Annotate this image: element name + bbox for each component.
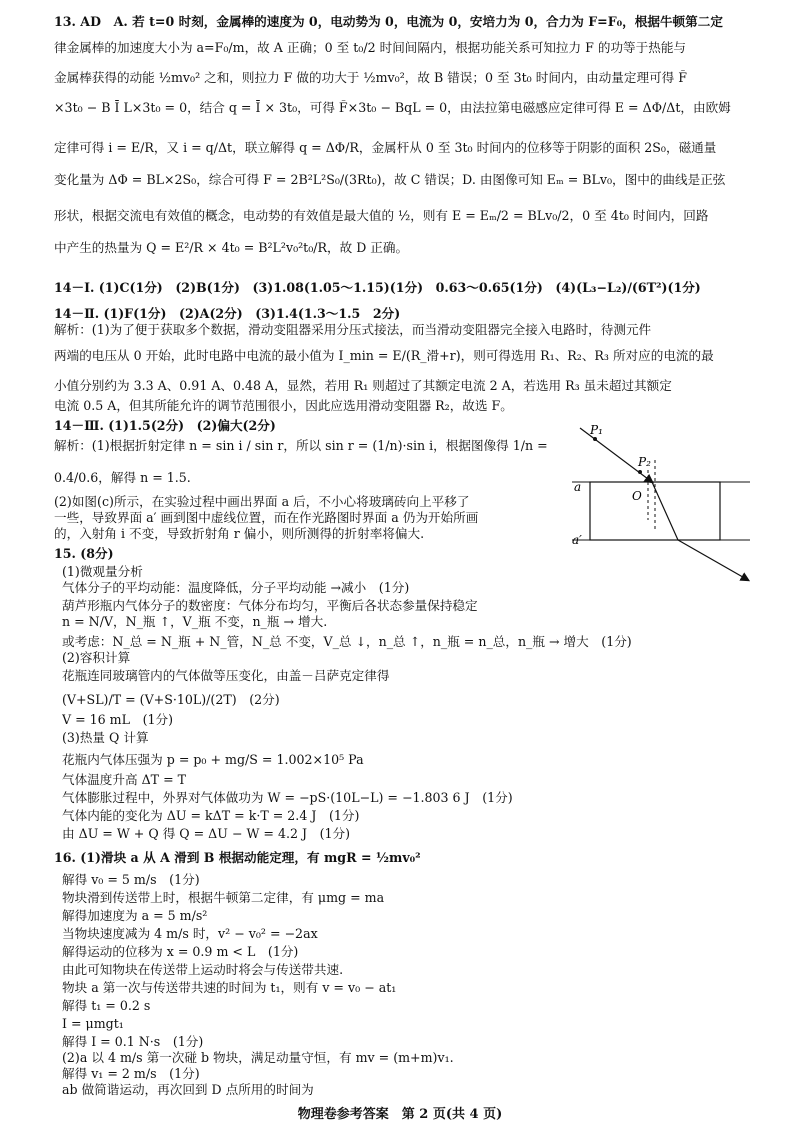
label-a: a bbox=[574, 480, 582, 494]
q13-line: 形状，根据交流电有效值的概念，电动势的有效值是最大值的 ½，则有 E = Eₘ/2 = BLv₀/2，0 至 4t₀ 时间内，回路 bbox=[54, 208, 709, 223]
q15-line: (1)微观量分析 bbox=[62, 564, 143, 579]
q15-line: n = N/V，N_瓶 ↑，V_瓶 不变，n_瓶 → 增大. bbox=[62, 614, 328, 629]
label-a-prime: a′ bbox=[572, 533, 582, 547]
q15-line: (2)容积计算 bbox=[62, 650, 131, 665]
q16-line: 解得 t₁ = 0.2 s bbox=[62, 998, 151, 1013]
q16-line: 物块滑到传送带上时，根据牛顿第二定律，有 μmg = ma bbox=[62, 890, 385, 905]
q14-3-line: 解析：(1)根据折射定律 n = sin i / sin r，所以 sin r = (1/n)·sin i，根据图像得 1/n = bbox=[54, 438, 548, 453]
q14-3-line: 0.4/0.6，解得 n = 1.5. bbox=[54, 470, 191, 485]
q16-line: 解得运动的位移为 x = 0.9 m < L (1分) bbox=[62, 944, 299, 959]
q16-line: I = μmgt₁ bbox=[62, 1016, 124, 1031]
q16-line: 解得 v₀ = 5 m/s (1分) bbox=[62, 872, 200, 887]
q14-2-line: 两端的电压从 0 开始，此时电路中电流的最小值为 I_min = E/(R_滑+r)，则可得选用 R₁、R₂、R₃ 所对应的电流的最 bbox=[54, 348, 714, 363]
q13-line: 中产生的热量为 Q = E²/R × 4t₀ = B²L²v₀²t₀/R，故 D 正确。 bbox=[54, 240, 409, 255]
q13-line: ×3t₀ − B Ī L×3t₀ = 0，结合 q = Ī × 3t₀，可得 F̄×3t₀ − BqL = 0，由法拉第电磁感应定律可得 E = ΔΦ/Δt，由欧姆 bbox=[54, 100, 731, 115]
page-footer: 物理卷参考答案 第 2 页(共 4 页) bbox=[297, 1107, 503, 1122]
q15-line: 气体温度升高 ΔT = T bbox=[62, 772, 187, 787]
q14-3-line: (2)如图(c)所示，在实验过程中画出界面 a 后，不小心将玻璃砖向上平移了 bbox=[54, 494, 470, 509]
q16-line: 解得加速度为 a = 5 m/s² bbox=[62, 908, 208, 923]
q14-3-line: 14－Ⅲ. (1)1.5(2分) (2)偏大(2分) bbox=[54, 418, 276, 433]
point-p2 bbox=[638, 470, 642, 474]
q15-line: V = 16 mL (1分) bbox=[62, 712, 174, 727]
q13-line: 金属棒获得的动能 ½mv₀² 之和，则拉力 F 做的功大于 ½mv₀²，故 B 错误；0 至 3t₀ 时间内，由动量定理可得 F̄ bbox=[54, 70, 687, 85]
q14-3-line: 一些，导致界面 a′ 画到图中虚线位置，而在作光路图时界面 a 仍为开始所画 bbox=[54, 510, 479, 525]
q15-line: 气体分子的平均动能：温度降低，分子平均动能 →减小 (1分) bbox=[62, 580, 410, 595]
refracted-ray bbox=[652, 482, 678, 540]
q15-line: 15. (8分) bbox=[54, 546, 114, 561]
q15-line: (V+SL)/T = (V+S·10L)/(2T) (2分) bbox=[62, 692, 280, 707]
label-o: O bbox=[632, 489, 642, 503]
q15-line: 由 ΔU = W + Q 得 Q = ΔU − W = 4.2 J (1分) bbox=[62, 826, 351, 841]
q16-line: 解得 I = 0.1 N·s (1分) bbox=[62, 1034, 204, 1049]
q14-2-line: 小值分别约为 3.3 A、0.91 A、0.48 A，显然，若用 R₁ 则超过了其额定电流 2 A，若选用 R₃ 虽未超过其额定 bbox=[54, 378, 672, 393]
q13-line: 定律可得 i = E/R，又 i = q/Δt，联立解得 q = ΔΦ/R，金属杆从 0 至 3t₀ 时间内的位移等于阴影的面积 2S₀，磁通量 bbox=[54, 140, 717, 155]
point-p1 bbox=[593, 437, 597, 441]
q14-1-line: 14－Ⅰ. (1)C(1分) (2)B(1分) (3)1.08(1.05～1.15)(1分) 0.63～0.65(1分) (4)(L₃−L₂)/(6T²)(1分) bbox=[54, 280, 701, 295]
q15-line: 气体内能的变化为 ΔU = kΔT = k·T = 2.4 J (1分) bbox=[62, 808, 360, 823]
q16-line: 物块 a 第一次与传送带共速的时间为 t₁，则有 v = v₀ − at₁ bbox=[62, 980, 397, 995]
q16-line: ab 做简谐运动，再次回到 D 点所用的时间为 bbox=[62, 1082, 314, 1097]
q15-line: 花瓶内气体压强为 p = p₀ + mg/S = 1.002×10⁵ Pa bbox=[62, 752, 364, 767]
q16-line: 当物块速度减为 4 m/s 时，v² − v₀² = −2ax bbox=[62, 926, 318, 941]
q15-line: 葫芦形瓶内气体分子的数密度：气体分布均匀，平衡后各状态参量保持稳定 bbox=[62, 598, 478, 613]
q16-line: (2)a 以 4 m/s 第一次碰 b 物块，满足动量守恒，有 mv = (m+m)v₁. bbox=[62, 1050, 454, 1065]
q14-2-line: 解析：(1)为了便于获取多个数据，滑动变阻器采用分压式接法，而当滑动变阻器完全接入电路时，待测元件 bbox=[54, 322, 652, 337]
q13-line: 变化量为 ΔΦ = BL×2S₀，综合可得 F = 2B²L²S₀/(3Rt₀)，故 C 错误；D. 由图像可知 Eₘ = BLv₀，图中的曲线是正弦 bbox=[54, 172, 726, 187]
q16-line: 解得 v₁ = 2 m/s (1分) bbox=[62, 1066, 200, 1081]
label-p2: P₂ bbox=[638, 455, 651, 469]
q15-line: 气体膨胀过程中，外界对气体做功为 W = −pS·(10L−L) = −1.803 6 J (1分) bbox=[62, 790, 513, 805]
q13-line: 13. AD A. 若 t=0 时刻，金属棒的速度为 0，电动势为 0，电流为 0，安培力为 0，合力为 F=F₀，根据牛顿第二定 bbox=[54, 14, 723, 29]
q15-line: 或考虑：N_总 = N_瓶 + N_管，N_总 不变，V_总 ↓，n_总 ↑，n_瓶 = n_总，n_瓶 → 增大 (1分) bbox=[62, 634, 632, 649]
q13-line: 律金属棒的加速度大小为 a=F₀/m，故 A 正确；0 至 t₀/2 时间间隔内，根据功能关系可知拉力 F 的功等于热能与 bbox=[54, 40, 687, 55]
q15-line: (3)热量 Q 计算 bbox=[62, 730, 149, 745]
q15-line: 花瓶连同玻璃管内的气体做等压变化，由盖－吕萨克定律得 bbox=[62, 668, 390, 683]
q16-line: 由此可知物块在传送带上运动时将会与传送带共速. bbox=[62, 962, 344, 977]
q14-2-line: 14－Ⅱ. (1)F(1分) (2)A(2分) (3)1.4(1.3～1.5 2分) bbox=[54, 306, 401, 321]
q14-2-line: 电流 0.5 A，但其所能允许的调节范围很小，因此应选用滑动变阻器 R₂，故选 F。 bbox=[54, 398, 513, 413]
q16-line: 16. (1)滑块 a 从 A 滑到 B 根据动能定理，有 mgR = ½mv₀² bbox=[54, 850, 421, 865]
label-p1: P₁ bbox=[590, 423, 603, 437]
q14-3-line: 的，入射角 i 不变，导致折射角 r 偏小，则所测得的折射率将偏大. bbox=[54, 526, 425, 541]
